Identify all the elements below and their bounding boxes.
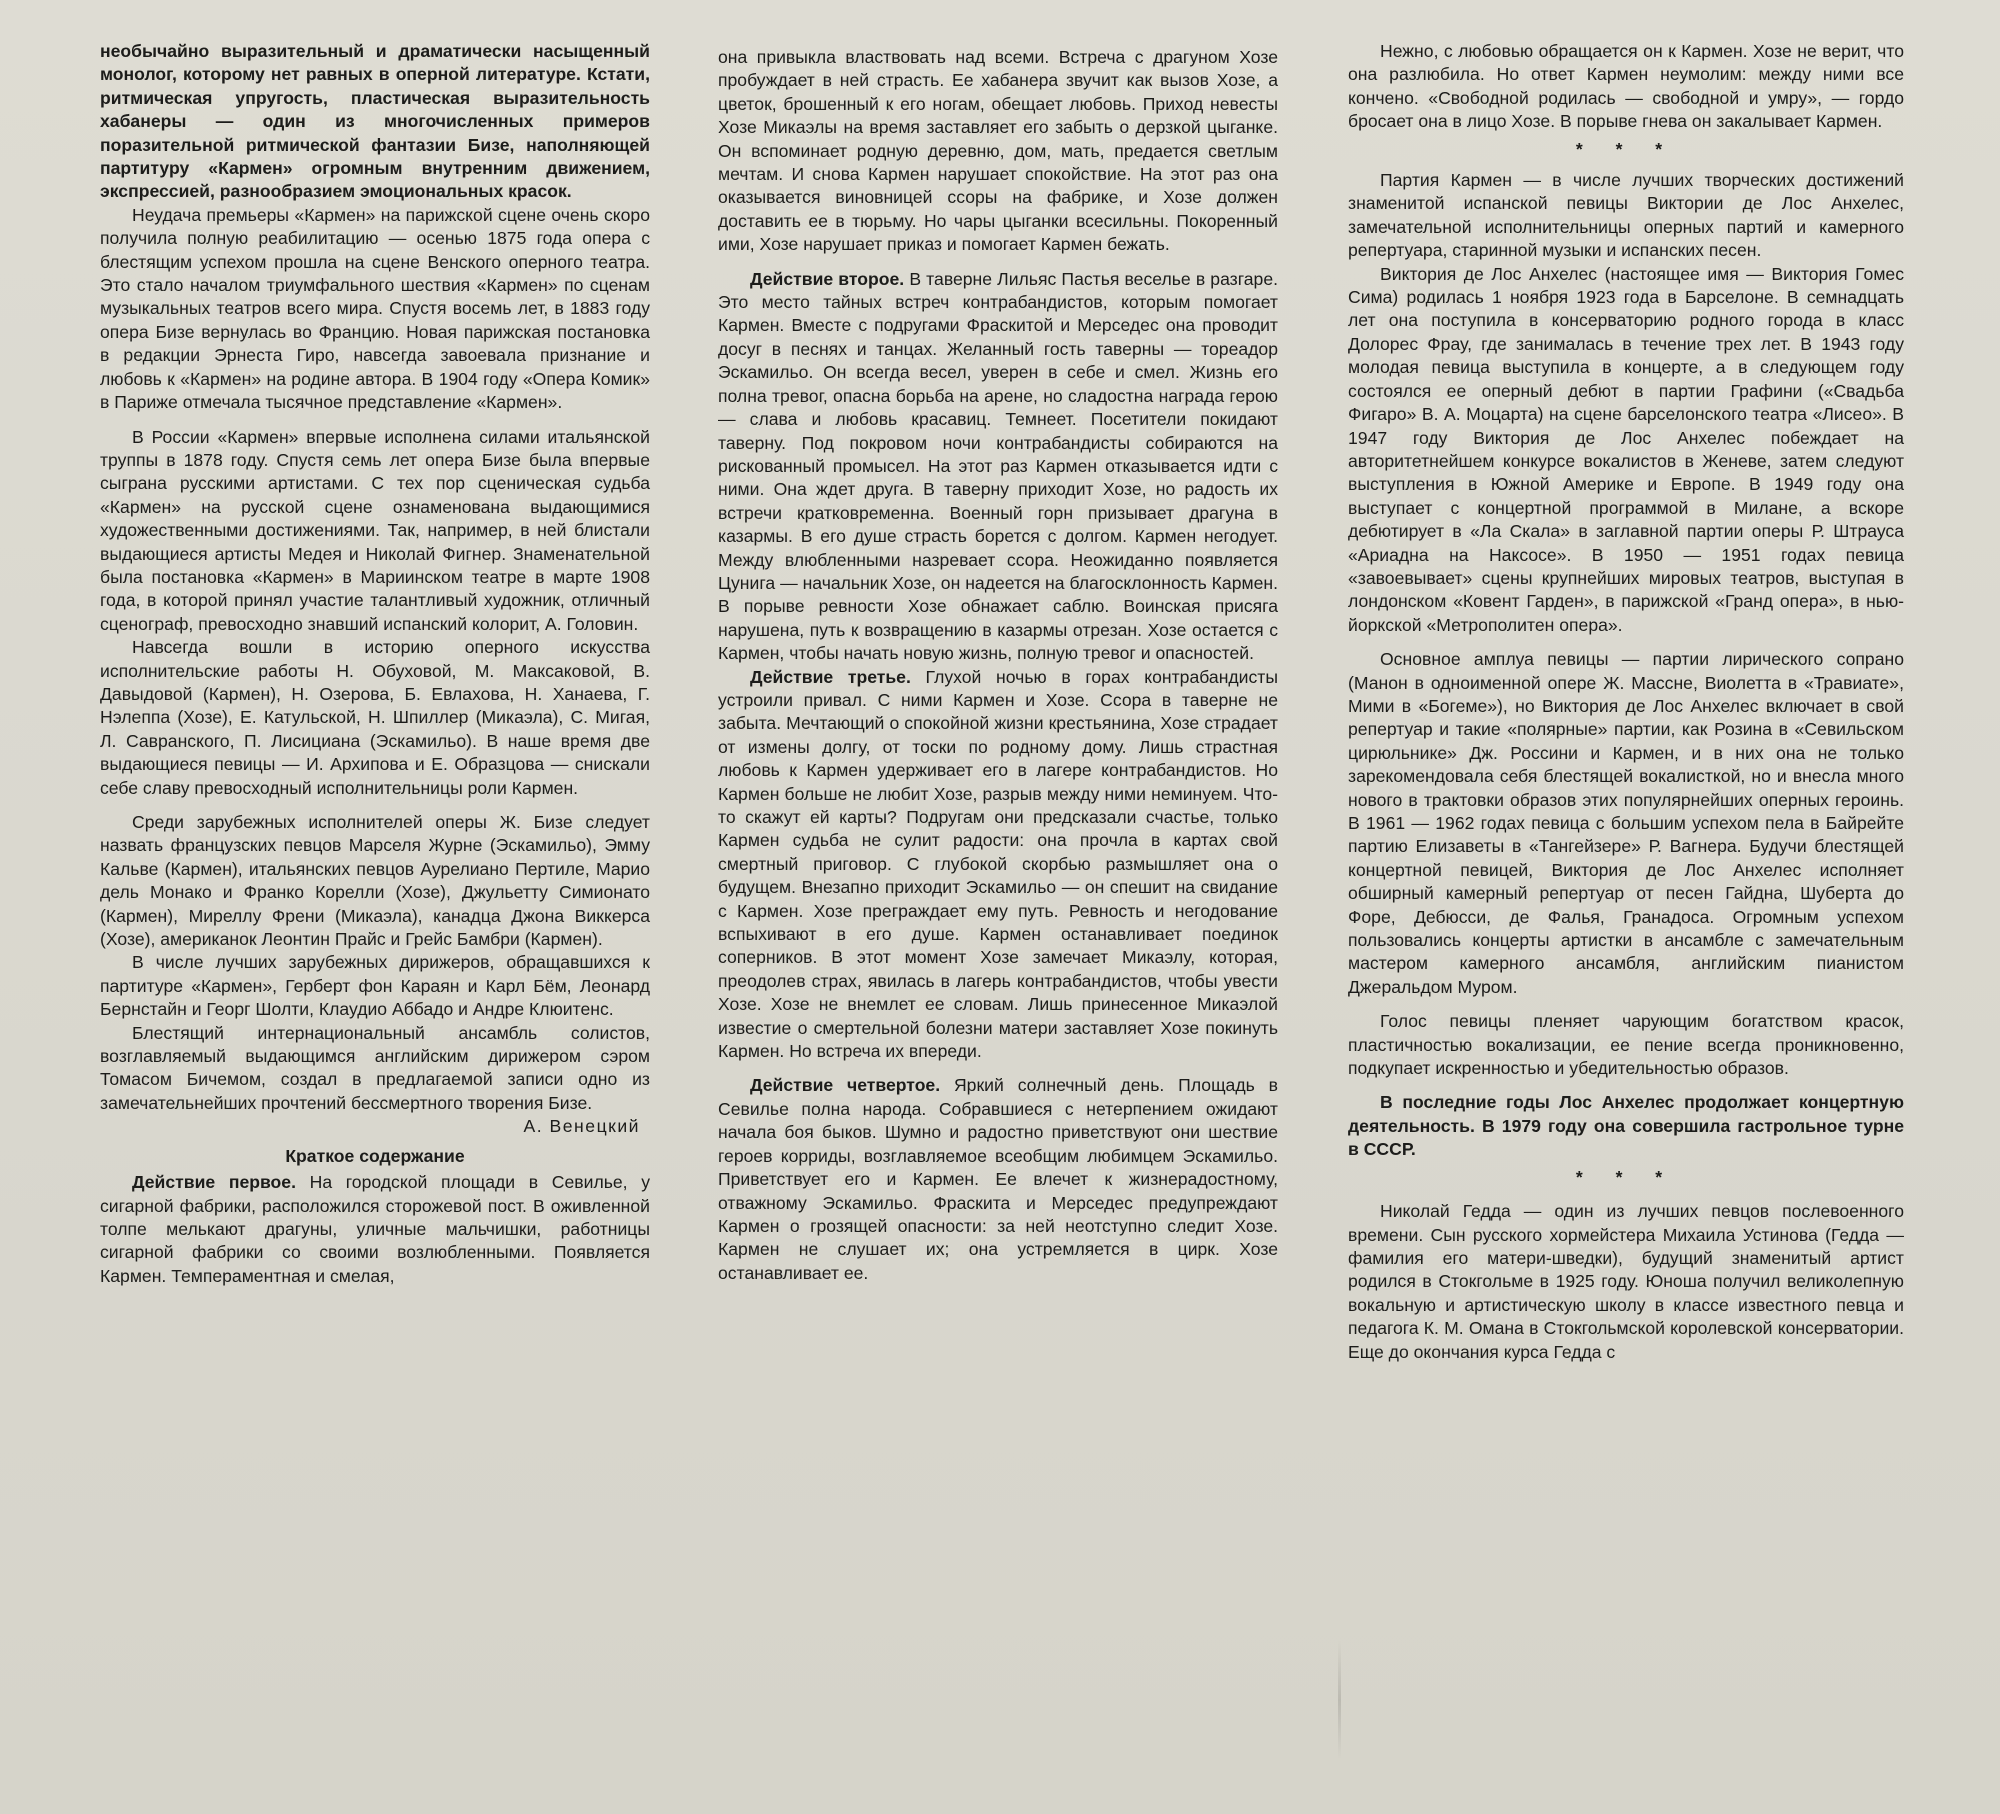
paper-crease — [1338, 1640, 1341, 1760]
paragraph-act-three — [718, 666, 1278, 1064]
paragraph: Нежно, с любовью обращается он к Кармен. Хозе не верит, что она разлюбила. Но ответ Кармен неумолим: между ними все кончено. «Свободной родилась — свободной и умру», — гордо бросает она в лицо Хозе. В порыве гнева он закалывает Кармен. — [1348, 41, 1904, 132]
paragraph: Навсегда вошли в историю оперного искусства исполнительские работы Н. Обуховой, М. Максаковой, В. Давыдовой (Кармен), Н. Озерова, Б. Евлахова, Н. Ханаева, Г. Нэлеппа (Хозе), Е. Катульской, Н. Шпиллер (Микаэла), С. Мигая, Л. Савранского, П. Лисициана (Эскамильо). В наше время две выдающиеся певицы — И. Архипова и Е. Образцова — снискали себе славу превосходный исполнительницы роли Кармен. — [100, 637, 650, 798]
paragraph: Голос певицы пленяет чарующим богатством красок, пластичностью вокализации, ее пение всегда проникновенно, подкупает искренностью и убедительностью образов. — [1348, 1011, 1904, 1079]
act-text: В таверне Лильяс Пастья веселье в разгаре. Это место тайных встреч контрабандистов, которым помогает Кармен. Вместе с подругами Фраскитой и Мерседес она проводит досуг в песнях и танцах. Желанный гость таверны — тореадор Эскамильо. Он всегда весел, уверен в себе и смел. Жизнь его полна тревог, опасна борьба на арене, но сладостна награда герою — слава и любовь красавиц. Темнеет. Посетители покидают таверну. Под покровом ночи контрабандисты собираются на рискованный промысел. На этот раз Кармен отказывается идти с ними. Она ждет друга. В таверну приходит Хозе, но радость их встречи кратковременна. Военный горн призывает драгуна в казармы. В его душе страсть борется с долгом. Кармен негодует. Между влюбленными назревает ссора. Неожиданно появляется Цунига — начальник Хозе, он надеется на благосклонность Кармен. В порыве ревности Хозе обнажает саблю. Воинская присяга нарушена, путь к возвращению в казармы отрезан. Хозе остается с Кармен, чтобы начать новую жизнь, полную тревог и опасностей. — [718, 268, 1279, 664]
section-heading: Краткое содержание — [285, 1145, 465, 1166]
act-title: Действие второе. — [750, 268, 905, 289]
paragraph: Николай Гедда — один из лучших певцов послевоенного времени. Сын русского хормейстера Михаила Устинова (Гедда — фамилия его матери-шведки), будущий знаменитый артист родился в Стокгольме в 1925 году. Юноша получил великолепную вокальную и артистическую школу в классе известного певца и педагога К. М. Омана в Стокгольмской королевской консерватории. Еще до окончания курса Гедда с — [1348, 1201, 1904, 1362]
text-column-left — [100, 40, 650, 1288]
paragraph: Неудача премьеры «Кармен» на парижской сцене очень скоро получила полную реабилитацию — осенью 1875 года опера с блестящим успехом прошла на сцене Венского оперного театра. Это стало началом триумфального шествия «Кармен» по сценам музыкальных театров всего мира. Спустя восемь лет, в 1883 году опера Бизе вернулась во Францию. Новая парижская постановка в редакции Эрнеста Гиро, навсегда завоевала признание и любовь к «Кармен» на родине автора. В 1904 году «Опера Комик» в Париже отмечала тысячное представление «Кармен». — [100, 204, 650, 413]
paragraph: Среди зарубежных исполнителей оперы Ж. Бизе следует назвать французских певцов Марселя Журне (Эскамильо), Эмму Кальве (Кармен), итальянских певцов Аурелиано Пертиле, Марио дель Монако и Франко Корелли (Хозе), Джульетту Симионато (Кармен), Миреллу Френи (Микаэла), канадца Джона Виккерса (Хозе), американок Леонтин Прайс и Грейс Бамбри (Кармен). — [100, 812, 650, 950]
section-divider: * * * — [1575, 1166, 1677, 1187]
paragraph-act-two — [718, 268, 1278, 666]
paragraph: Партия Кармен — в числе лучших творческих достижений знаменитой испанской певицы Виктории де Лос Анхелес, замечательной исполнительницы оперных партий и камерного репертуара, старинной музыки и испанских песен. — [1348, 170, 1904, 261]
act-text: На городской площади в Севилье, у сигарной фабрики, расположился сторожевой пост. В оживленной толпе мелькают драгуны, уличные мальчишки, работницы сигарной фабрики со своими возлюбленными. Появляется Кармен. Темпераментная и смелая, — [100, 1172, 650, 1286]
text-column-middle — [718, 46, 1278, 1285]
act-text: Яркий солнечный день. Площадь в Севилье полна народа. Собравшиеся с нетерпением ожидают начала боя быков. Шумно и радостно приветствуют они шествие героев корриды, возглавляемое всеобщим любимцем Эскамильо. Приветствует его и Кармен. Ее влечет к жизнерадостному, отважному Эскамильо. Фраскита и Мерседес предупреждают Кармен о грозящей опасности: за ней неотступно следит Хозе. Кармен не слушает их; она устремляется в цирк. Хозе останавливает ее. — [718, 1075, 1278, 1283]
act-title: Действие четвертое. — [750, 1075, 941, 1096]
text-column-right — [1348, 40, 1904, 1364]
paragraph-act-four — [718, 1074, 1278, 1285]
paragraph-act-one — [100, 1171, 650, 1288]
act-title: Действие третье. — [750, 666, 911, 687]
act-title: Действие первое. — [132, 1172, 296, 1193]
paragraph: Основное амплуа певицы — партии лирического сопрано (Манон в одноименной опере Ж. Массне, Виолетта в «Травиате», Мими в «Богеме»), но Виктория де Лос Анхелес включает в свой репертуар и такие «полярные» партии, как Розина в «Севильском цирюльнике» Дж. Россини и Кармен, и в них она не только зарекомендовала себя блестящей вокалисткой, но и внесла много нового в трактовки образов этих популярнейших оперных героинь. В 1961 — 1962 годах певица с большим успехом пела в Байрейте партию Елизаветы в «Тангейзере» Р. Вагнера. Будучи блестящей концертной певицей, Виктория де Лос Анхелес исполняет обширный камерный репертуар от песен Гайдна, Шуберта до Форе, Дебюсси, де Фалья, Гранадоса. Огромным успехом пользовались концерты артистки в ансамбле с замечательным мастером камерного ансамбля, английским пианистом Джеральдом Муром. — [1348, 649, 1904, 997]
author-signature: А. Венецкий — [523, 1116, 640, 1137]
paragraph: необычайно выразительный и драматически насыщенный монолог, которому нет равных в оперной литературе. Кстати, ритмическая упругость, пластическая выразительность хабанеры — один из многочисленных примеров поразительной ритмической фантазии Бизе, наполняющей партитуру «Кармен» огромным внутренним движением, экспрессией, разнообразием эмоциональных красок. — [100, 41, 650, 202]
paragraph: Виктория де Лос Анхелес (настоящее имя — Виктория Гомес Сима) родилась 1 ноября 1923 года в Барселоне. В семнадцать лет она поступила в консерваторию родного города в класс Долорес Фрау, где занималась в течение трех лет. В 1943 году молодая певица выступила в концерте, а в следующем году состоялся ее оперный дебют в партии Графини («Свадьба Фигаро» В. А. Моцарта) на сцене барселонского театра «Лисео». В 1947 году Виктория де Лос Анхелес побеждает на авторитетнейшем конкурсе вокалистов в Женеве, затем следуют выступления в Южной Америке и Европе. В 1949 году она выступает с концертной программой в Милане, а вскоре дебютирует в «Ла Скала» в заглавной партии оперы Р. Штрауса «Ариадна на Наксосе». В 1950 — 1951 годах певица «завоевывает» сцены крупнейших мировых театров, выступая в лондонском «Ковент Гарден», в парижской «Гранд опера», в нью-йоркской «Метрополитен опера». — [1348, 263, 1904, 635]
paragraph: В последние годы Лос Анхелес продолжает концертную деятельность. В 1979 году она совершила гастрольное турне в СССР. — [1348, 1092, 1904, 1160]
act-text: Глухой ночью в горах контрабандисты устроили привал. С ними Кармен и Хозе. Ссора в таверне не забыта. Мечтающий о спокойной жизни крестьянина, Хозе страдает от измены долгу, от тоски по родному дому. Лишь страстная любовь к Кармен удерживает его в лагере контрабандистов. Но Кармен больше не любит Хозе, разрыв между ними неминуем. Что-то скажут ей карты? Подругам они предсказали счастье, только Кармен судьба не сулит радости: она прочла в картах свой смертный приговор. С глубокой скорбью размышляет она о будущем. Внезапно приходит Эскамильо — он спешит на свидание с Кармен. Хозе преграждает ему путь. Ревность и негодование вспыхивают в его душе. Кармен останавливает поединок соперников. В этот момент Хозе замечает Микаэлу, которая, преодолев страх, явилась в лагерь контрабандистов, чтобы увести Хозе. Хозе не внемлет ее словам. Лишь принесенное Микаэлой известие о смертельной болезни матери заставляет Хозе покинуть Кармен. Но встреча их впереди. — [718, 666, 1279, 1062]
paragraph: она привыкла властвовать над всеми. Встреча с драгуном Хозе пробуждает в ней страсть. Ее хабанера звучит как вызов Хозе, а цветок, брошенный к его ногам, обещает любовь. Приход невесты Хозе Микаэлы на время заставляет его забыть о дерзкой цыганке. Он вспоминает родную деревню, дом, мать, предается светлым мечтам. И снова Кармен нарушает спокойствие. На этот раз она оказывается виновницей ссоры на фабрике, и Хозе должен доставить ее в тюрьму. Но чары цыганки всесильны. Покоренный ими, Хозе нарушает приказ и помогает Кармен бежать. — [718, 47, 1278, 255]
section-divider: * * * — [1575, 138, 1677, 159]
paragraph: Блестящий интернациональный ансамбль солистов, возглавляемый выдающимся английским дирижером сэром Томасом Бичемом, создал в предлагаемой записи одно из замечательнейших прочтений бессмертного творения Бизе. — [100, 1022, 650, 1113]
paragraph: В числе лучших зарубежных дирижеров, обращавшихся к партитуре «Кармен», Герберт фон Караян и Карл Бём, Леонард Бернстайн и Георг Шолти, Клаудио Аббадо и Андре Клюитенс. — [100, 952, 650, 1020]
paragraph: В России «Кармен» впервые исполнена силами итальянской труппы в 1878 году. Спустя семь лет опера Бизе была впервые сыграна русскими артистами. С тех пор сценическая судьба «Кармен» на русской сцене ознаменована выдающимися художественными достижениями. Так, например, в ней блистали выдающиеся артисты Медея и Николай Фигнер. Знаменательной была постановка «Кармен» в Мариинском театре в марте 1908 года, в которой принял участие талантливый художник, отличный сценограф, превосходно знавший испанский колорит, А. Головин. — [100, 426, 650, 634]
